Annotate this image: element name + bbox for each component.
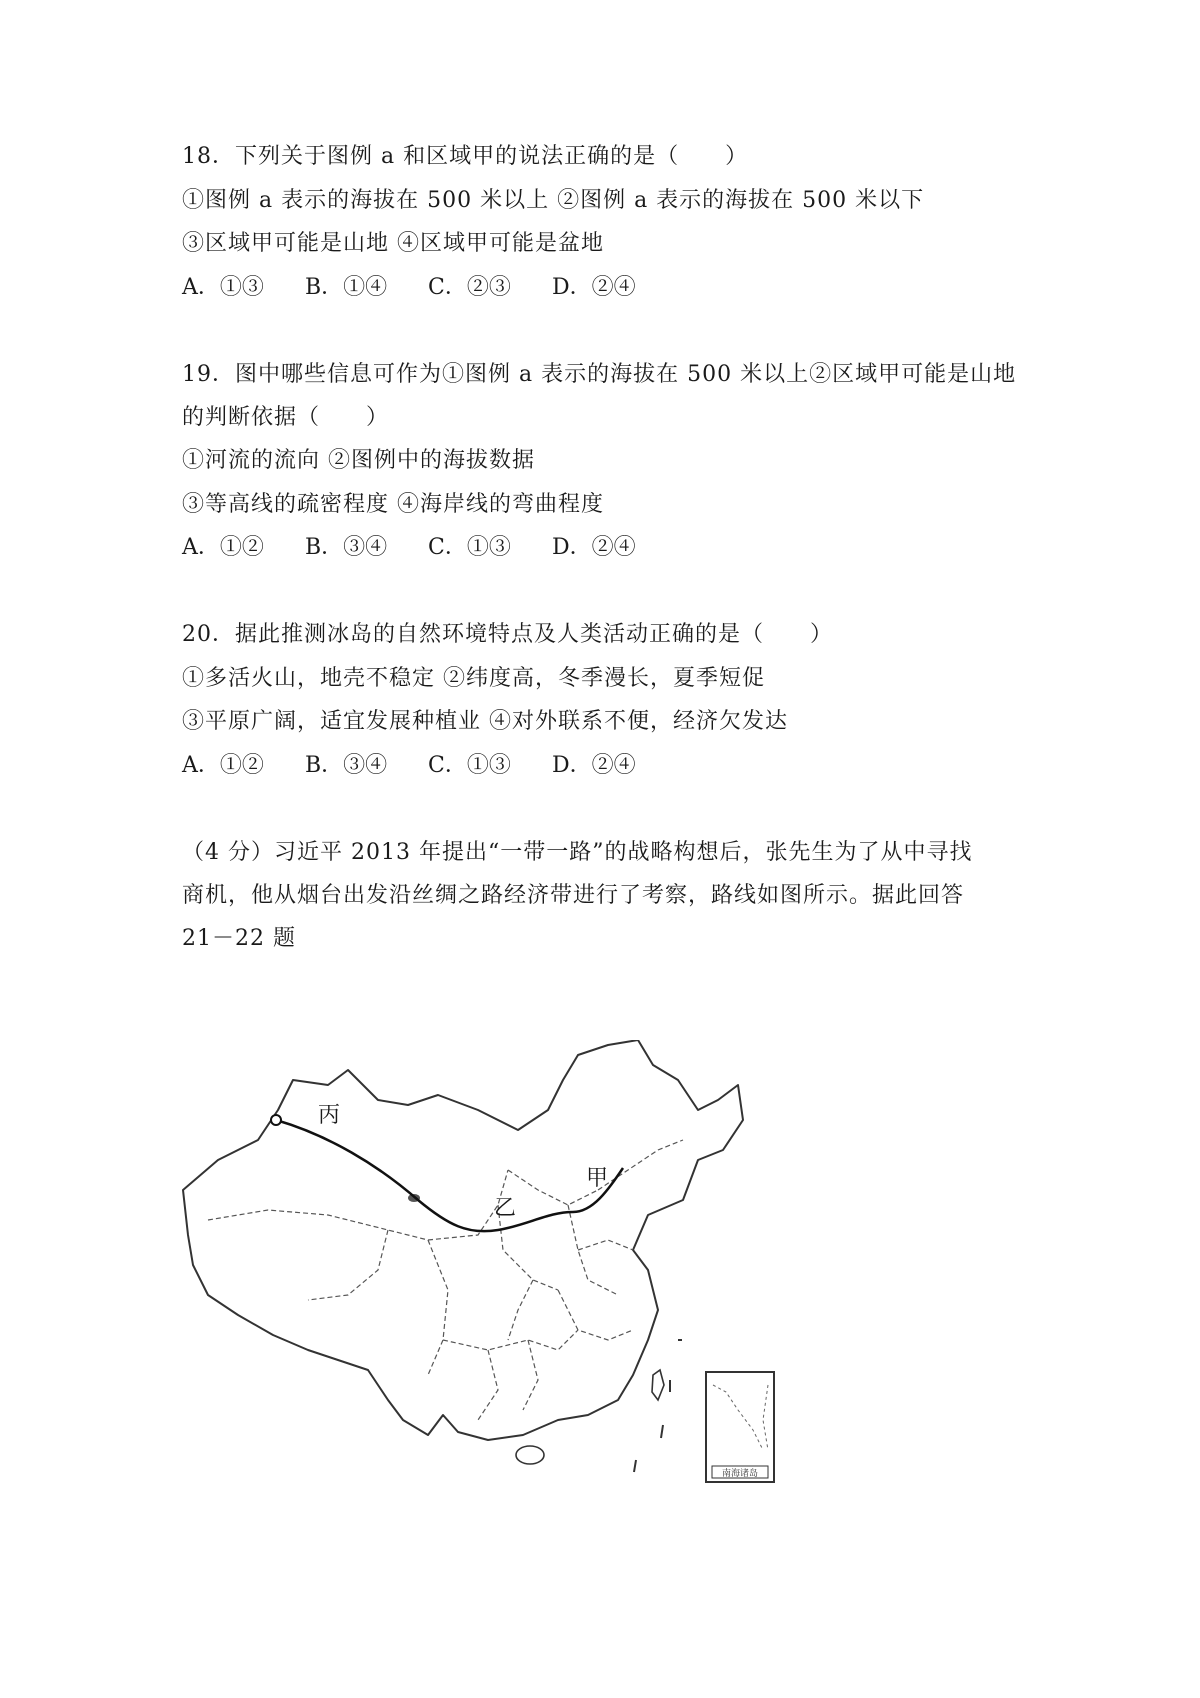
intro-line-3: 21－22 题 <box>182 926 296 951</box>
q20-statements-2: ③平原广阔，适宜发展种植业 ④对外联系不便，经济欠发达 <box>182 709 788 734</box>
china-map-svg <box>178 1040 858 1590</box>
q20-option-d[interactable]: D．②④ <box>552 753 636 778</box>
route-start-marker <box>271 1115 281 1125</box>
q18-stem: 18．下列关于图例 a 和区域甲的说法正确的是（ ） <box>182 144 749 169</box>
q20-stem: 20．据此推测冰岛的自然环境特点及人类活动正确的是（ ） <box>182 622 833 647</box>
q19-option-a[interactable]: A．①② <box>182 535 264 560</box>
q18-option-d[interactable]: D．②④ <box>552 275 636 300</box>
q18-option-a[interactable]: A．①③ <box>182 275 264 300</box>
q19-option-c[interactable]: C．①③ <box>428 535 511 560</box>
q19-option-b[interactable]: B．③④ <box>305 535 388 560</box>
q20-statements-1: ①多活火山，地壳不稳定 ②纬度高，冬季漫长，夏季短促 <box>182 666 765 691</box>
south-china-sea-inset <box>706 1372 774 1482</box>
china-outline <box>183 1040 743 1440</box>
q18-statements-2: ③区域甲可能是山地 ④区域甲可能是盆地 <box>182 231 604 256</box>
q20-option-a[interactable]: A．①② <box>182 753 264 778</box>
q18-statements-1: ①图例 a 表示的海拔在 500 米以上 ②图例 a 表示的海拔在 500 米以下 <box>182 188 925 213</box>
intro-line-1: （4 分）习近平 2013 年提出“一带一路”的战略构想后，张先生为了从中寻找 <box>182 840 973 865</box>
inset-caption: 南海诸岛 <box>721 1469 759 1479</box>
q18-option-b[interactable]: B．①④ <box>305 275 388 300</box>
q19-stem-2: 的判断依据（ ） <box>182 405 390 430</box>
q19-stem-1: 19．图中哪些信息可作为①图例 a 表示的海拔在 500 米以上②区域甲可能是山地 <box>182 362 1017 387</box>
q18-option-c[interactable]: C．②③ <box>428 275 511 300</box>
q19-statements-2: ③等高线的疏密程度 ④海岸线的弯曲程度 <box>182 492 604 517</box>
q20-option-b[interactable]: B．③④ <box>305 753 388 778</box>
hainan-island <box>516 1446 544 1464</box>
label-jia: 甲 <box>586 1166 609 1191</box>
q19-statements-1: ①河流的流向 ②图例中的海拔数据 <box>182 448 535 473</box>
q20-option-c[interactable]: C．①③ <box>428 753 511 778</box>
intro-line-2: 商机，他从烟台出发沿丝绸之路经济带进行了考察，路线如图所示。据此回答 <box>182 883 965 908</box>
q19-option-d[interactable]: D．②④ <box>552 535 636 560</box>
small-islands <box>634 1340 682 1472</box>
china-route-map <box>178 1040 858 1590</box>
label-bing: 丙 <box>318 1103 341 1128</box>
taiwan-island <box>652 1370 664 1400</box>
label-yi: 乙 <box>494 1196 517 1221</box>
